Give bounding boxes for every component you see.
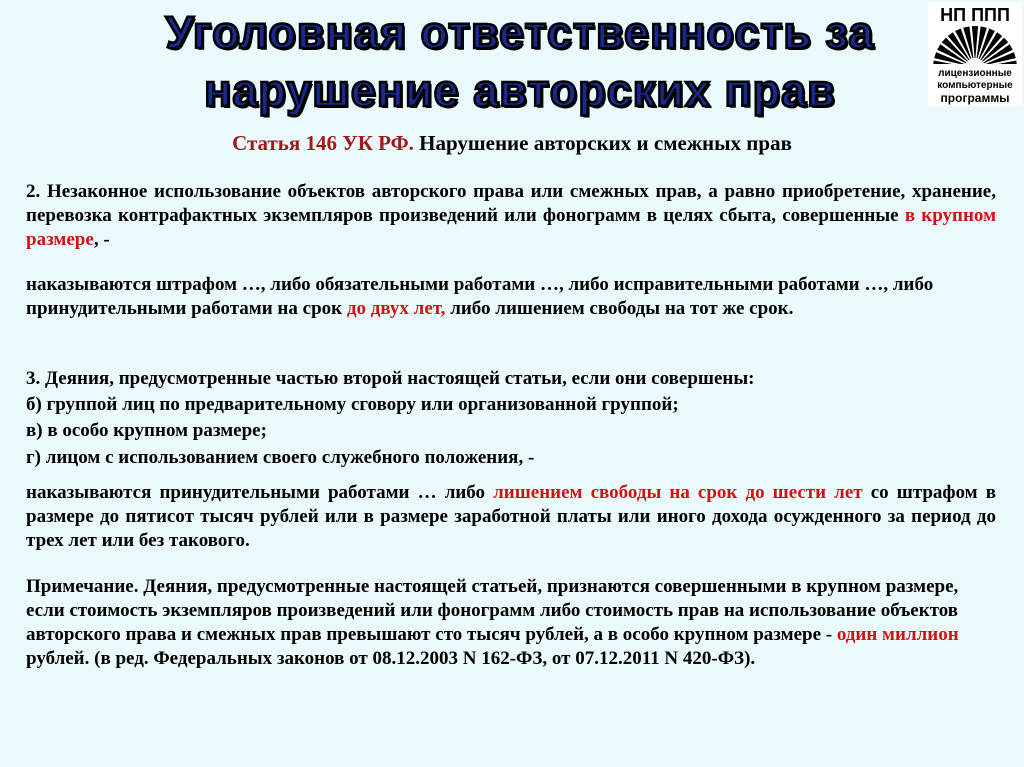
part-3-item-v: в) в особо крупном размере; <box>26 420 267 441</box>
note-text-1: Примечание. Деяния, предусмотренные настоящей статьей, признаются совершенными в крупном размере, если стоимость экземпляров произведений или фонограмм либо стоимость прав на использование объектов авторского права и смежных прав превышают сто тысяч рублей, а в особо крупном размере - <box>26 576 959 645</box>
penalty-3-highlight: лишением свободы на срок до шести лет <box>493 482 863 503</box>
logo-abbr: НП ППП <box>940 5 1010 25</box>
part-2-paragraph <box>26 180 996 252</box>
penalty-2-text-2: либо лишением свободы на тот же срок. <box>445 298 794 319</box>
note-paragraph <box>26 575 996 671</box>
article-name: Нарушение авторских и смежных прав <box>419 131 792 155</box>
logo-line-2: компьютерные <box>937 80 1013 91</box>
title-line-2: нарушение авторских прав <box>204 65 836 116</box>
penalty-3-text-1: наказываются принудительными работами … либо <box>26 482 494 503</box>
part-2-end: , - <box>93 229 110 250</box>
article-heading <box>0 131 1024 156</box>
logo-line-1: лицензионные <box>938 68 1012 79</box>
title-line-1: Уголовная ответственность за <box>165 7 875 58</box>
part-3-intro: 3. Деяния, предусмотренные частью второй настоящей статьи, если они совершены: <box>26 368 755 389</box>
article-number: Статья 146 УК РФ. <box>232 131 414 155</box>
penalty-2-highlight: до двух лет, <box>346 298 446 319</box>
slide-title <box>110 4 930 120</box>
part-2-text: 2. Незаконное использование объектов авторского права или смежных прав, а равно приобретение, хранение, перевозка контрафактных экземпляров произведений или фонограмм в целях сбыта, совершенные <box>26 181 996 226</box>
note-text-2: рублей. (в ред. Федеральных законов от 08.12.2003 N 162-ФЗ, от 07.12.2011 N 420-ФЗ). <box>26 648 756 669</box>
part-3-item-g: г) лицом с использованием своего служебного положения, - <box>26 447 535 468</box>
note-highlight: один миллион <box>836 624 959 645</box>
part-2-highlight: в крупном размере <box>26 205 997 250</box>
penalty-2-text-1: наказываются штрафом …, либо обязательными работами …, либо исправительными работами …, либо принудительными работами на срок <box>26 274 934 319</box>
penalty-3-text-2: со штрафом в размере до пятисот тысяч рублей или в размере заработной платы или иного дохода осужденного за период до трех лет или без такового. <box>26 482 996 551</box>
part-2-penalty <box>26 273 996 321</box>
np-ppp-logo <box>928 2 1022 106</box>
part-3-item-b: б) группой лиц по предварительному сговору или организованной группой; <box>26 394 679 415</box>
logo-line-3: программы <box>940 91 1010 105</box>
np-ppp-logo-graphic <box>928 2 1022 106</box>
part-3-penalty <box>26 481 996 553</box>
